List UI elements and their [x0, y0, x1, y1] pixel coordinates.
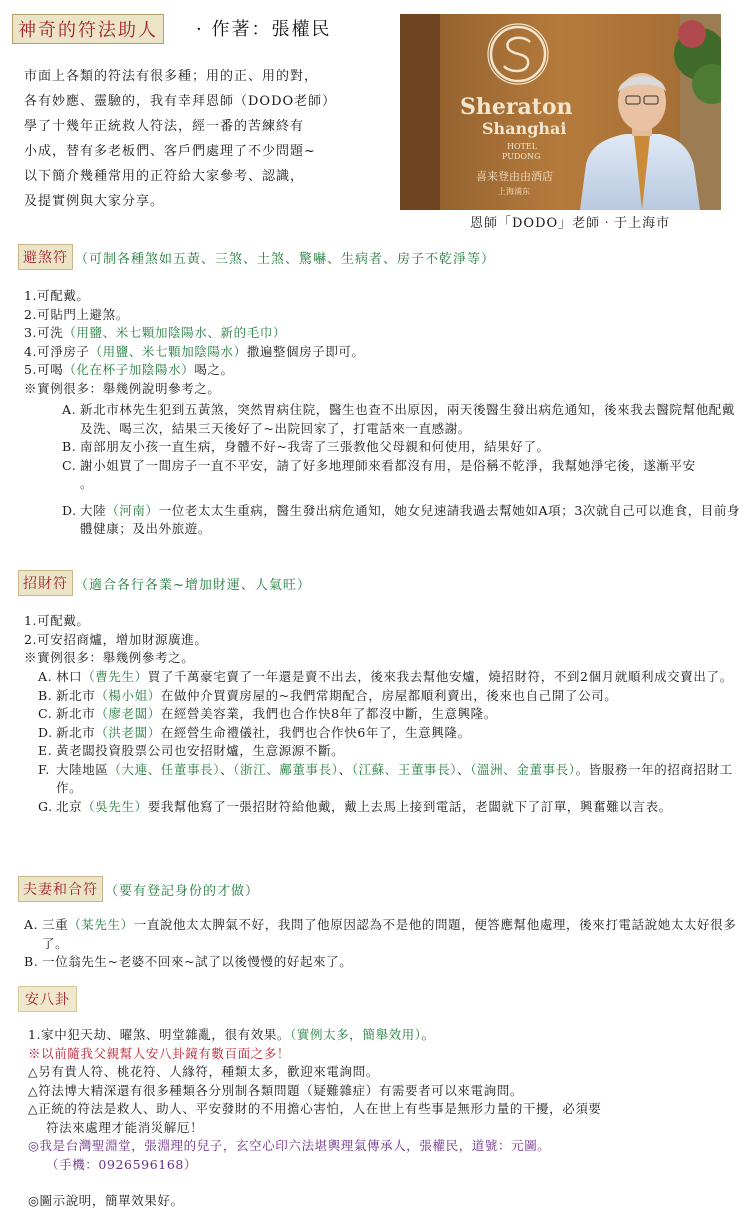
intro-line: 以下簡介幾種常用的正符給大家參考、認識，: [24, 169, 305, 184]
example-list: [24, 916, 738, 972]
list-item: 1.可配戴。: [24, 613, 90, 628]
example-item: F. 大陸地區（大連、任董事長）、（浙江、鄺董事長）、（江蘇、王董事長）、（溫洲、金董事長）。皆服務一年的招商招財工作。: [38, 761, 733, 795]
example-item: G. 北京（吳先生）要我幫他寫了一張招財符給他戴，戴上去馬上接到電話，老闆就下了訂單，興奮難以言表。: [38, 798, 672, 814]
section-description: （要有登記身份的才做）: [105, 883, 260, 899]
teacher-photo: [400, 14, 721, 210]
list-item: 2.可安招商爐，增加財源廣進。: [24, 631, 208, 647]
section-header-bagua: [18, 986, 77, 1012]
list-item: △正統的符法是救人、助人、平安發財的不用擔心害怕，人在世上有些事是無形力量的干擾，必須要: [28, 1101, 602, 1116]
list-item: 5.可喝（化在杯子加陰陽水）喝之。: [24, 362, 234, 377]
section-body-wealth: [24, 612, 207, 668]
photo-sign-text: Sheraton: [460, 94, 573, 120]
list-item: 1.家中犯天劫、曜煞、明堂雜亂，很有效果。（實例太多，簡舉效用）。: [28, 1027, 435, 1042]
intro-paragraph: [24, 64, 364, 214]
list-item: ※實例很多：舉幾例參考之。: [24, 650, 195, 665]
section-description: （可制各種煞如五黃、三煞、土煞、驚嚇、生病者、房子不乾淨等）: [75, 251, 496, 267]
photo-sign-text: 上海浦东: [498, 187, 530, 196]
example-item: B. 新北市（楊小姐）在做仲介買賣房屋的~我們常期配合，房屋都順利賣出，後來也自己開了公司。: [38, 687, 618, 703]
photo-sign-text: Shanghai: [482, 119, 567, 138]
example-item: B. 南部朋友小孩一直生病，身體不好~我寄了三張教他父母親和何使用，結果好了。: [62, 439, 550, 454]
list-item: 4.可淨房子（用鹽、米七顆加陰陽水）撒遍整個房子即可。: [24, 343, 365, 359]
list-item: ※以前隨我父親幫人安八卦鏡有數百面之多！: [28, 1045, 291, 1061]
phone-number: （手機：0926596168）: [46, 1156, 198, 1172]
example-item: B. 一位翁先生~老婆不回來~試了以後慢慢的好起來了。: [24, 954, 353, 969]
section-badge: 招財符: [18, 570, 73, 596]
example-item: D. 大陸（河南）一位老太太生重病，醫生發出病危通知，她女兒速請我過去幫她如A項；3次就自己可以進食，目前身體健康；及出外旅遊。: [62, 502, 741, 536]
intro-line: 各有妙應、靈驗的，我有幸拜恩師（DODO老師）: [24, 94, 337, 109]
list-item: △符法博大精深還有很多種類各分別制各類問題（疑難雜症）有需要者可以來電詢問。: [28, 1082, 523, 1098]
photo-sign-text: PUDONG: [502, 152, 541, 161]
example-item: A. 林口（曹先生）買了千萬豪宅賣了一年還是賣不出去，後來我去幫他安爐，燒招財符，不到2個月就順利成交賣出了。: [38, 669, 733, 684]
list-item: △另有貴人符、桃花符、人緣符，種類太多，歡迎來電詢問。: [28, 1064, 379, 1079]
example-list: [62, 401, 742, 539]
example-item: C. 新北市（廖老闆）在經營美容業，我們也合作快8年了都沒中斷，生意興隆。: [38, 706, 497, 721]
list-item: 3.可洗（用鹽、米七顆加陰陽水、新的毛巾）: [24, 325, 287, 340]
section-description: （適合各行各業~增加財運、人氣旺）: [75, 577, 311, 593]
section-badge: 避煞符: [18, 244, 73, 270]
section-badge: 安八卦: [18, 986, 77, 1012]
intro-line: 及提實例與大家分享。: [24, 194, 165, 209]
list-item: 1.可配戴。: [24, 288, 90, 303]
example-item: A. 新北市林先生犯到五黃煞，突然胃病住院，醫生也查不出原因，兩天後醫生發出病危通知，後來我去醫院幫他配戴及洗、喝三次，結果三天後好了~出院回家了，打電話來一直感謝。: [62, 402, 736, 436]
photo-illustration: [400, 14, 721, 210]
photo-sign-text: HOTEL: [507, 142, 538, 151]
example-item: E. 黃老闆投資股票公司也安招財爐，生意源源不斷。: [38, 743, 345, 758]
example-item: C. 謝小姐買了一間房子一直不平安，請了好多地理師來看都沒有用，是俗稱不乾淨，我幫她淨宅後，遂漸平安 。: [62, 457, 696, 491]
example-item: D. 新北市（洪老闆）在經營生命禮儀社，我們也合作快6年了，生意興隆。: [38, 724, 471, 740]
author-line: · 作著：張權民: [196, 19, 332, 40]
example-item: A. 三重（某先生）一直說他太太脾氣不好，我問了他原因認為不是他的問題，便答應幫他處理，後來打電話說她太太好很多了。: [24, 917, 737, 951]
intro-line: 學了十幾年正統救人符法，經一番的苦練終有: [24, 119, 305, 134]
section-header-wealth: [18, 570, 311, 596]
list-item: ※實例很多：舉幾例說明參考之。: [24, 380, 221, 396]
section-badge: 夫妻和合符: [18, 876, 103, 902]
section-header-marriage: [18, 876, 259, 902]
author-contact: ◎我是台灣聖淵堂，張淵理的兒子，玄空心印六法堪輿理氣傳承人，張權民，道號：元圖。: [28, 1138, 551, 1153]
list-item: 符法來處理才能消災解厄！: [46, 1119, 204, 1135]
photo-sign-text: 喜来登由由酒店: [476, 170, 553, 183]
section-body-bagua: [28, 1026, 602, 1211]
list-item: ◎圖示說明，簡單效果好。: [28, 1193, 184, 1208]
example-list: [38, 668, 738, 816]
intro-line: 小成，替有多老板們、客戶們處理了不少問題~: [24, 144, 316, 159]
section-header-avoid-sha: [18, 244, 495, 270]
photo-caption: 恩師「DODO」老師‧于上海市: [470, 216, 671, 231]
section-body-avoid-sha: [24, 287, 365, 398]
list-item: 2.可貼門上避煞。: [24, 306, 129, 322]
page-title: 神奇的符法助人: [12, 14, 164, 44]
intro-line: 市面上各類的符法有很多種；用的正、用的對，: [24, 69, 319, 84]
